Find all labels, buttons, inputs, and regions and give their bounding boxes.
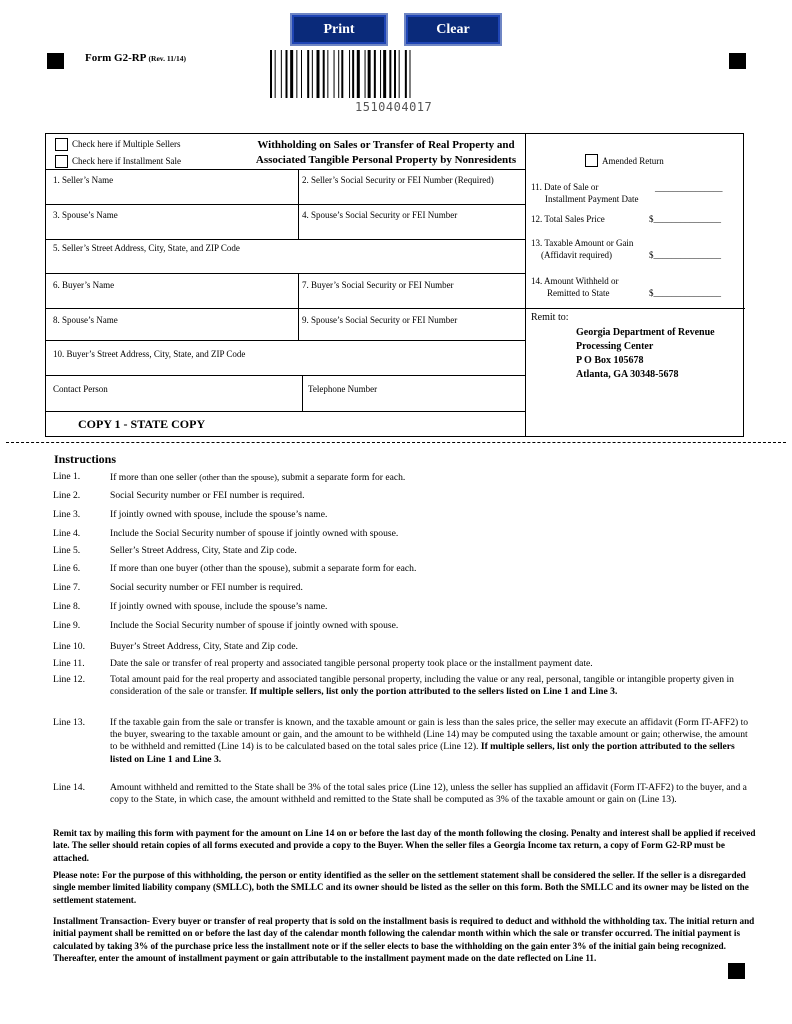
instruction-text-part: If multiple sellers, list only the portion attributed to the sellers listed on Line 1 and Line 3. — [110, 741, 735, 765]
installment-sale-checkbox[interactable] — [55, 155, 68, 168]
instruction-text-part: (other than the spouse) — [199, 472, 277, 482]
remit-address-line: Processing Center — [576, 341, 654, 352]
field-11-sublabel: Installment Payment Date — [545, 194, 639, 204]
field-13-sublabel: (Affidavit required) — [541, 250, 613, 260]
registration-mark-top-left — [47, 53, 64, 69]
amended-return-checkbox[interactable] — [585, 154, 598, 167]
telephone-number-field[interactable]: Telephone Number — [308, 384, 378, 394]
instruction-line-number: Line 11. — [53, 658, 85, 669]
instruction-line-text: Social Security number or FEI number is required. — [110, 490, 305, 501]
please-note-paragraph: Please note: For the purpose of this withholding, the person or entity identified as the seller on the settlement statement shall be considered the seller. If the seller is a disregarded single member limited liability company (SMLLC), both the SMLLC and its owner should be listed as the seller on this form. Both the SMLLC and its owner may be listed on the settlement statement. — [53, 870, 749, 905]
instruction-line-number: Line 9. — [53, 620, 81, 631]
field-14-label: 14. Amount Withheld or — [531, 276, 619, 286]
remit-address-line: P O Box 105678 — [576, 355, 644, 366]
instruction-line-text: Include the Social Security number of spouse if jointly owned with spouse. — [110, 528, 399, 539]
instruction-line-number: Line 4. — [53, 528, 81, 539]
instruction-line-text: If jointly owned with spouse, include the spouse’s name. — [110, 601, 328, 612]
registration-mark-top-right — [729, 53, 746, 69]
field-11-date-input[interactable]: _______________ — [655, 183, 723, 193]
instruction-line-number: Line 5. — [53, 545, 81, 556]
field-11-label: 11. Date of Sale or — [531, 182, 599, 192]
field-9-spouse-ssn[interactable]: 9. Spouse’s Social Security or FEI Number — [302, 315, 458, 325]
instruction-line-text — [110, 674, 756, 698]
field-14-sublabel: Remitted to State — [547, 288, 610, 298]
form-revision: (Rev. 11/14) — [148, 54, 187, 63]
instruction-text-part: If the taxable gain from the sale or transfer is known, and the taxable amount or gain is less than the sales price, the seller may execute an affidavit (Form IT-AFF2) to the buyer, swearing to the taxable amount or gain, and the amount to be withheld (Line 14) may be computed using the taxable amount or gain; otherwise, the amount to be withheld and remitted (Line 14) is to be calculated based on the total sales price (Line 12). — [110, 717, 749, 753]
instruction-line-text — [110, 471, 756, 484]
instruction-line-number: Line 2. — [53, 490, 81, 501]
form-title — [85, 52, 186, 64]
instruction-line-number: Line 7. — [53, 582, 81, 593]
field-10-buyer-address[interactable]: 10. Buyer’s Street Address, City, State, and ZIP Code — [53, 349, 246, 359]
instruction-line-number: Line 8. — [53, 601, 81, 612]
form-box — [45, 133, 744, 437]
instruction-line-text — [110, 717, 756, 766]
barcode — [270, 50, 458, 98]
instruction-line-text: Date the sale or transfer of real property and associated tangible personal property took place or the installment payment date. — [110, 658, 593, 669]
instruction-line-text: Include the Social Security number of spouse if jointly owned with spouse. — [110, 620, 399, 631]
instruction-line-text: If jointly owned with spouse, include the spouse’s name. — [110, 509, 328, 520]
field-5-seller-address[interactable]: 5. Seller’s Street Address, City, State, and ZIP Code — [53, 243, 240, 253]
instruction-line-text: Amount withheld and remitted to the State shall be 3% of the total sales price (Line 12), unless the seller has supplied an affidavit (Form IT-AFF2) to the buyer, and a copy to the State, in which case, the amount withheld and remitted to the State shall be computed as 3% of the taxable amount or gain on (Line 13). — [110, 782, 747, 806]
field-3-spouse-name[interactable]: 3. Spouse’s Name — [53, 210, 118, 220]
instruction-line-number: Line 10. — [53, 641, 85, 652]
form-main-title-line1: Withholding on Sales or Transfer of Real Property and — [257, 139, 515, 151]
print-button[interactable]: Print — [290, 13, 388, 46]
field-8-spouse-name[interactable]: 8. Spouse’s Name — [53, 315, 118, 325]
barcode-number: 1510404017 — [355, 100, 433, 114]
instruction-line-number: Line 6. — [53, 563, 81, 574]
field-14-amount-withheld-input[interactable]: $_______________ — [649, 288, 721, 298]
remit-address — [576, 326, 715, 382]
instruction-line-text: Buyer’s Street Address, City, State and Zip code. — [110, 641, 298, 652]
field-1-sellers-name[interactable]: 1. Seller’s Name — [53, 175, 114, 185]
instruction-line-text: Seller’s Street Address, City, State and Zip code. — [110, 545, 297, 556]
instruction-line-number: Line 14. — [53, 782, 85, 793]
clear-button[interactable]: Clear — [404, 13, 502, 46]
instruction-line-number: Line 3. — [53, 509, 81, 520]
remit-address-line: Georgia Department of Revenue — [576, 327, 715, 338]
field-2-sellers-ssn[interactable]: 2. Seller’s Social Security or FEI Number (Required) — [302, 175, 494, 185]
installment-sale-label: Check here if Installment Sale — [72, 156, 181, 166]
field-6-buyers-name[interactable]: 6. Buyer’s Name — [53, 280, 115, 290]
remit-paragraph: Remit tax by mailing this form with payment for the amount on Line 14 on or before the last day of the month following the closing. Penalty and interest shall be applied if received late. The seller should retain copies of all forms executed and provide a copy to the Buyer. When the seller files a Georgia Income tax return, a copy of Form G2-RP must be attached. — [53, 828, 756, 863]
instruction-line-text: If more than one buyer (other than the spouse), submit a separate form for each. — [110, 563, 417, 574]
cut-line — [6, 442, 786, 443]
installment-paragraph: Installment Transaction- Every buyer or transfer of real property that is sold on the installment basis is required to deduct and withhold the withholding tax. The initial return and initial payment shall be remitted on or before the last day of the calendar month following the calendar month within which the sale or transfer occurred. The initial payment is calculated by taking 3% of the purchase price less the installment note or if the seller elects to base the withholding on the gain enter 3% of the initial gain being recognized. Thereafter, enter the amount of installment payment or gain attributable to the installment payment made on the date reflected on Line 11. — [53, 916, 755, 963]
form-name: Form G2-RP — [85, 52, 146, 64]
multiple-sellers-label: Check here if Multiple Sellers — [72, 139, 181, 149]
multiple-sellers-checkbox[interactable] — [55, 138, 68, 151]
registration-mark-bottom-right — [728, 963, 745, 979]
instruction-line-number: Line 12. — [53, 674, 85, 685]
field-12-sales-price-input[interactable]: $_______________ — [649, 214, 721, 224]
instruction-line-number: Line 13. — [53, 717, 85, 728]
form-main-title-line2: Associated Tangible Personal Property by Nonresidents — [255, 154, 517, 166]
amended-return-label: Amended Return — [602, 156, 664, 166]
remit-address-line: Atlanta, GA 30348-5678 — [576, 369, 679, 380]
contact-person-field[interactable]: Contact Person — [53, 384, 108, 394]
instruction-text-part: , submit a separate form for each. — [276, 472, 406, 483]
instruction-line-text: Social security number or FEI number is required. — [110, 582, 303, 593]
instructions-heading: Instructions — [54, 452, 117, 466]
field-7-buyers-ssn[interactable]: 7. Buyer’s Social Security or FEI Number — [302, 280, 454, 290]
remit-to-label: Remit to: — [531, 312, 569, 323]
field-12-label: 12. Total Sales Price — [531, 214, 605, 224]
form-main-title — [226, 138, 546, 168]
field-13-label: 13. Taxable Amount or Gain — [531, 238, 634, 248]
instruction-line-number: Line 1. — [53, 471, 81, 482]
copy-label: COPY 1 - STATE COPY — [78, 417, 206, 431]
instruction-text-part: If more than one seller — [110, 472, 200, 483]
field-4-spouse-ssn[interactable]: 4. Spouse’s Social Security or FEI Number — [302, 210, 458, 220]
instruction-text-part: If multiple sellers, list only the portion attributed to the sellers listed on Line 1 and Line 3. — [249, 686, 618, 698]
instruction-text-part: Total amount paid for the real property and associated tangible personal property, including the value or any real, personal, tangible or intangible property given in consideration of the sale or transfer. — [110, 674, 734, 698]
field-13-taxable-amount-input[interactable]: $_______________ — [649, 250, 721, 260]
